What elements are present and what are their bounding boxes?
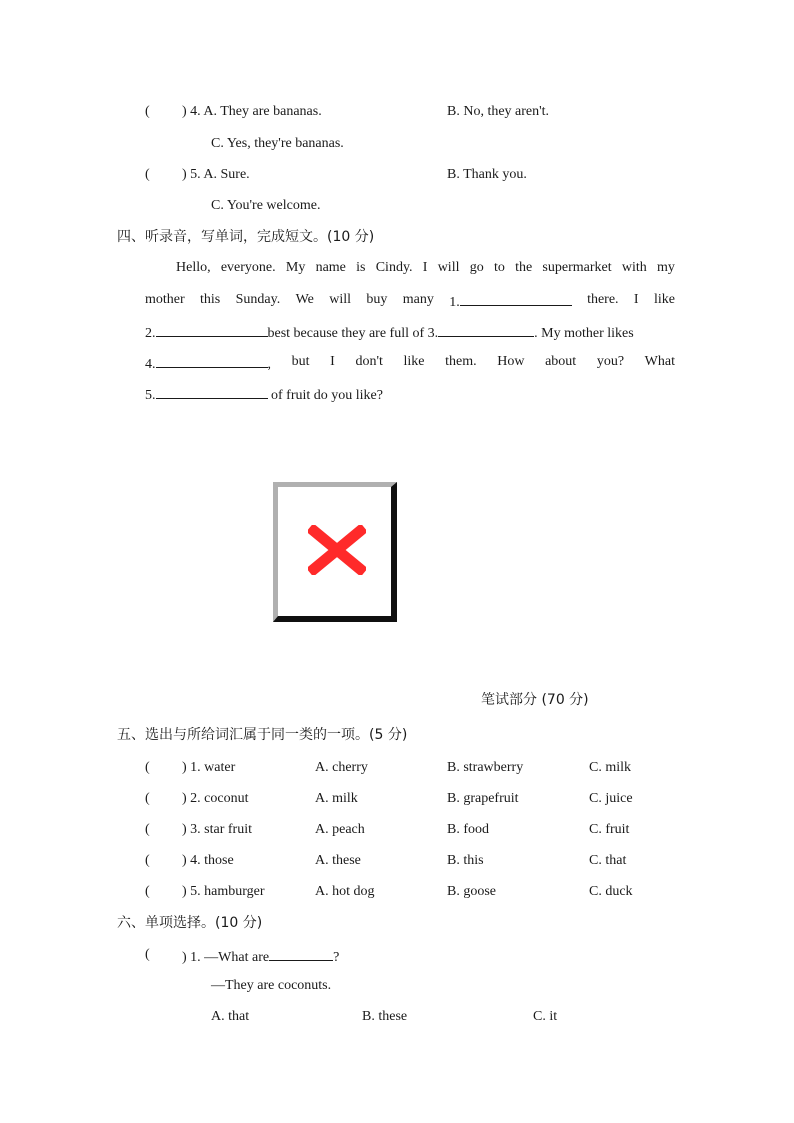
word: this <box>200 292 221 307</box>
word: Sunday. <box>235 292 281 307</box>
option-b: B. these <box>362 1009 408 1024</box>
word: the <box>515 260 533 275</box>
word: like <box>653 292 675 307</box>
blank-3-line[interactable] <box>438 322 534 337</box>
word: is <box>356 260 366 275</box>
option-b: B. food <box>447 822 489 837</box>
option-a: A. these <box>315 853 361 868</box>
word: many <box>402 292 434 307</box>
question-1-blank[interactable] <box>269 946 333 961</box>
passage-line-1 <box>176 259 675 277</box>
word: will <box>329 292 352 307</box>
answer-paren: ( <box>145 884 150 899</box>
blank-1: 1. <box>449 291 572 312</box>
blank-5-line[interactable] <box>156 384 268 399</box>
option-c: C. Yes, they're bananas. <box>211 136 344 151</box>
section-6-heading: 六、单项选择。(10 分) <box>117 915 263 931</box>
word: How <box>497 354 525 369</box>
word: I <box>330 354 335 369</box>
answer-paren: ( <box>145 822 150 837</box>
passage-text: of fruit do you like? <box>271 388 383 403</box>
word: with <box>621 260 647 275</box>
question-4: ) 4. A. They are bananas. <box>182 104 322 119</box>
question-1: ) 1. —What are ? <box>182 946 339 967</box>
question-4: ) 4. those <box>182 853 234 868</box>
option-a: A. hot dog <box>315 884 375 899</box>
answer-paren: ( <box>145 947 150 962</box>
option-b: B. grapefruit <box>447 791 519 806</box>
passage-line-2 <box>145 291 675 312</box>
word: mother <box>145 292 185 307</box>
answer-paren: ( <box>145 167 150 182</box>
word: name <box>315 260 346 275</box>
section-5-heading: 五、选出与所给词汇属于同一类的一项。(5 分) <box>117 727 408 743</box>
word: Cindy. <box>375 260 413 275</box>
word: We <box>295 292 314 307</box>
option-c: C. You're welcome. <box>211 198 321 213</box>
passage-line-4 <box>145 353 675 374</box>
option-b: B. strawberry <box>447 760 524 775</box>
word: them. <box>445 354 477 369</box>
passage-text: . My mother likes <box>534 326 634 341</box>
question-1: ) 1. water <box>182 760 236 775</box>
word: will <box>437 260 460 275</box>
section-4-heading: 四、听录音，写单词，完成短文。(10 分) <box>117 229 375 245</box>
blank-4-line[interactable] <box>156 353 268 368</box>
blank-4: 4. , <box>145 353 271 374</box>
option-a: A. peach <box>315 822 365 837</box>
written-part-title: 笔试部分 (70 分) <box>481 692 589 708</box>
word: supermarket <box>542 260 612 275</box>
option-b: B. goose <box>447 884 496 899</box>
word: everyone. <box>220 260 276 275</box>
word: you? <box>596 354 625 369</box>
answer-text: —They are coconuts. <box>211 978 332 993</box>
blank-5-num: 5. <box>145 388 156 403</box>
passage-line-5 <box>145 384 383 405</box>
question-5: ) 5. hamburger <box>182 884 265 899</box>
word: to <box>493 260 505 275</box>
option-c: C. it <box>533 1009 558 1024</box>
answer-paren: ( <box>145 760 150 775</box>
question-3: ) 3. star fruit <box>182 822 252 837</box>
word: Hello, <box>176 260 211 275</box>
word: my <box>656 260 675 275</box>
option-c: C. that <box>589 853 627 868</box>
answer-paren: ( <box>145 104 150 119</box>
word: My <box>285 260 306 275</box>
option-c: C. milk <box>589 760 632 775</box>
word: What <box>644 354 675 369</box>
broken-image-icon <box>273 482 397 622</box>
word: I <box>422 260 428 275</box>
word: I <box>633 292 639 307</box>
word: go <box>469 260 484 275</box>
option-c: C. fruit <box>589 822 630 837</box>
word: there. <box>587 292 619 307</box>
option-b: B. this <box>447 853 484 868</box>
option-c: C. juice <box>589 791 633 806</box>
option-b: B. No, they aren't. <box>447 104 550 119</box>
question-2: ) 2. coconut <box>182 791 249 806</box>
word: buy <box>366 292 388 307</box>
passage-text: best because they are full of 3. <box>267 326 439 341</box>
answer-paren: ( <box>145 853 150 868</box>
option-c: C. duck <box>589 884 633 899</box>
red-x-icon <box>308 525 366 575</box>
blank-1-line[interactable] <box>460 291 572 306</box>
answer-paren: ( <box>145 791 150 806</box>
word: but <box>291 354 310 369</box>
option-a: A. milk <box>315 791 358 806</box>
word: like <box>403 354 425 369</box>
question-5: ) 5. A. Sure. <box>182 167 250 182</box>
option-b: B. Thank you. <box>447 167 527 182</box>
passage-line-3 <box>145 322 634 343</box>
option-a: A. cherry <box>315 760 368 775</box>
option-a: A. that <box>211 1009 250 1024</box>
word: about <box>545 354 577 369</box>
blank-2-num: 2. <box>145 326 156 341</box>
word: don't <box>355 354 383 369</box>
blank-2-line[interactable] <box>156 322 268 337</box>
